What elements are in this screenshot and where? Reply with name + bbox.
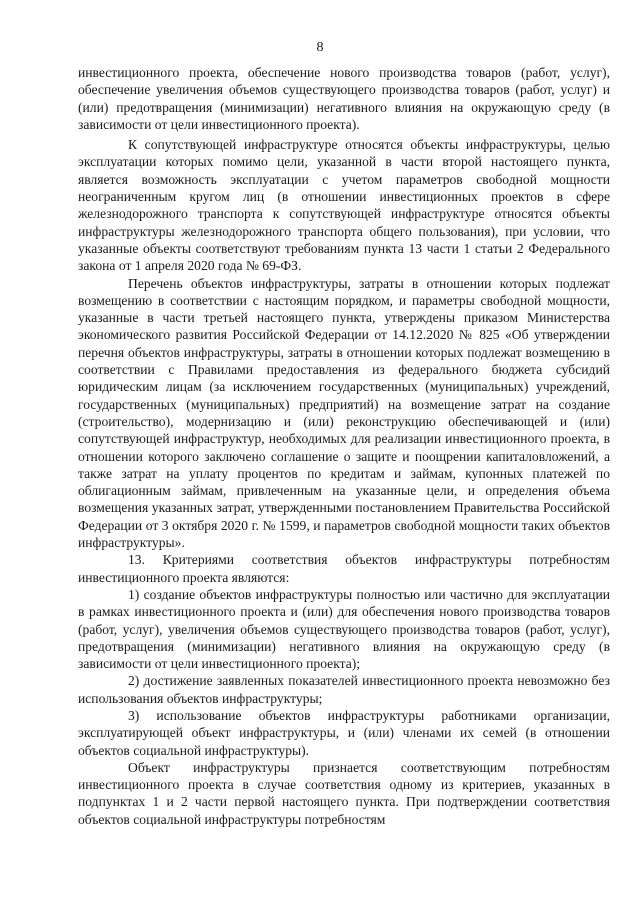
paragraph-supporting-infrastructure: К сопутствующей инфраструктуре относятся объекты инфраструктуры, целью эксплуатации которых помимо цели, указанной в части второй настоящего пункта, является возможность эксплуатации с учетом параметров свободной мощности неограниченным кругом лиц (в отношении инвестиционных проектов в сфере железнодорожного транспорта к сопутствующей инфраструктуре относятся объекты инфраструктуры железнодорожного транспорта общего пользования), при условии, что указанные объекты соответствуют требованиям пункта 13 части 1 статьи 2 Федерального закона от 1 апреля 2020 года № 69-ФЗ. [78, 137, 610, 274]
criterion-3: 3) использование объектов инфраструктуры работниками организации, эксплуатирующей объект инфраструктуры, и (или) членами их семей (в отношении объектов социальной инфраструктуры). [78, 707, 610, 758]
paragraph-infrastructure-list: Перечень объектов инфраструктуры, затраты в отношении которых подлежат возмещению в соответствии с настоящим порядком, и параметры свободной мощности, указанные в части третьей настоящего пункта, утверждены приказом Министерства экономического развития Российской Федерации от 14.12.2020 № 825 «Об утверждении перечня объектов инфраструктуры, затраты в отношении которых подлежат возмещению в соответствии с Правилами предоставления из федерального бюджета субсидий юридическим лицам (за исключением государственных (муниципальных) учреждений, государственных (муниципальных) предприятий) на возмещение затрат на создание (строительство), модернизацию и (или) реконструкцию обеспечивающей и (или) сопутствующей инфраструктур, необходимых для реализации инвестиционного проекта, в отношении которого заключено соглашение о защите и поощрении капиталовложений, а также затрат на уплату процентов по кредитам и займам, купонных платежей по облигационным займам, привлеченным на указанные цели, и определения объема возмещения указанных затрат, утвержденными постановлением Правительства Российской Федерации от 3 октября 2020 г. № 1599, и параметров свободной мощности таких объектов инфраструктуры». [78, 275, 610, 551]
paragraph-criteria-heading: 13. Критериями соответствия объектов инфраструктуры потребностям инвестиционного проекта являются: [78, 552, 610, 585]
criterion-2: 2) достижение заявленных показателей инвестиционного проекта невозможно без использования объектов инфраструктуры; [78, 673, 610, 706]
paragraph-conformity: Объект инфраструктуры признается соответствующим потребностям инвестиционного проекта в случае соответствия одному из критериев, указанных в подпунктах 1 и 2 части первой настоящего пункта. При подтверждении соответствия объектов социальной инфраструктуры потребностям [78, 759, 610, 827]
document-body [78, 64, 610, 828]
page-number: 8 [316, 40, 324, 55]
paragraph-continuation: инвестиционного проекта, обеспечение нового производства товаров (работ, услуг), обеспечение увеличения объемов существующего производства товаров (работ, услуг) и (или) предотвращения (минимизации) негативного влияния на окружающую среду (в зависимости от цели инвестиционного проекта). [78, 65, 610, 132]
criterion-1: 1) создание объектов инфраструктуры полностью или частично для эксплуатации в рамках инвестиционного проекта и (или) для обеспечения нового производства товаров (работ, услуг), увеличения объемов существующего производства товаров (работ, услуг), предотвращения (минимизации) негативного влияния на окружающую среду (в зависимости от цели инвестиционного проекта); [78, 586, 610, 672]
